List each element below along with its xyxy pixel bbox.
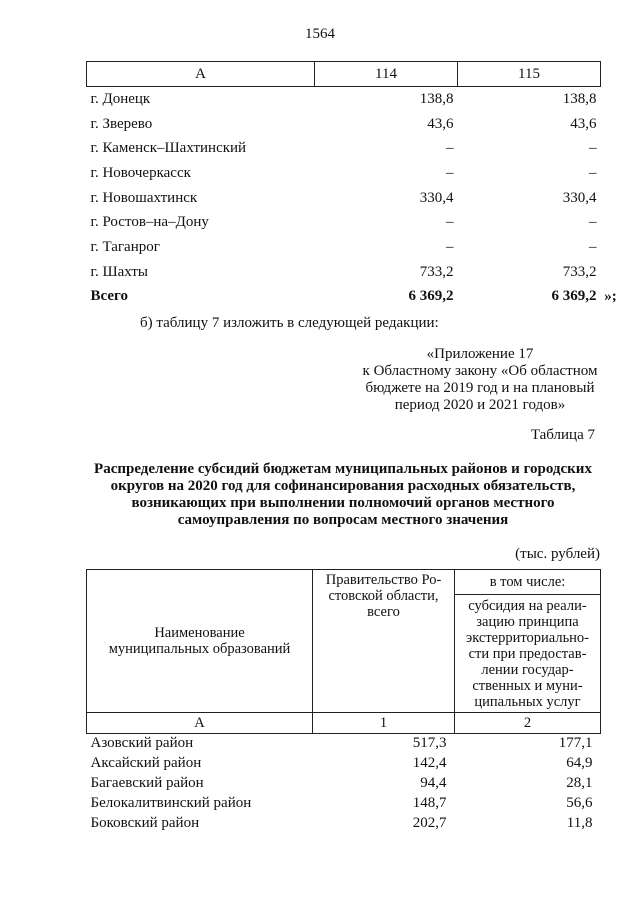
title-line: Распределение субсидий бюджетам муниципальных районов и городских — [94, 461, 592, 477]
total-value-115 — [458, 285, 617, 310]
appendix-line: к Областному закону «Об областном — [362, 363, 598, 379]
title-line: округов на 2020 год для софинансирования расходных обязательств, — [110, 478, 576, 494]
table-row — [87, 112, 601, 137]
closing-quote: »; — [600, 288, 617, 305]
table-row — [87, 210, 601, 235]
municipality-name: г. Ростов–на–Дону — [90, 214, 209, 231]
municipality-name: г. Шахты — [90, 263, 149, 280]
header-line: Наименование — [154, 625, 245, 641]
header-line: ципальных услуг — [474, 694, 581, 710]
municipality-name: г. Таганрог — [90, 238, 160, 255]
appendix-line: «Приложение 17 — [426, 346, 534, 362]
amendment-instruction: б) таблицу 7 изложить в следующей редакции: — [140, 315, 439, 331]
value-subsidy: 56,6 — [566, 794, 593, 811]
municipality-name: г. Донецк — [90, 90, 151, 107]
total-label: Всего — [90, 288, 128, 305]
header-line: лении государ- — [481, 662, 574, 678]
municipality-name: г. Зверево — [90, 115, 153, 132]
value-115: – — [589, 238, 597, 255]
municipality-name: г. Каменск–Шахтинский — [90, 140, 247, 157]
value-114: – — [446, 238, 454, 255]
value-114: – — [446, 214, 454, 231]
column-index: 2 — [455, 713, 601, 734]
table-6-continued — [86, 61, 617, 309]
value-total: 517,3 — [412, 735, 447, 752]
units-label: (тыс. рублей) — [515, 546, 600, 562]
municipality-name: г. Новошахтинск — [90, 189, 198, 206]
value-114: 330,4 — [419, 189, 454, 206]
header-line: всего — [367, 604, 400, 620]
value-total: 94,4 — [420, 774, 447, 791]
municipality-name: Азовский район — [90, 735, 194, 752]
title-line: самоуправления по вопросам местного значения — [177, 512, 509, 528]
table-row — [87, 734, 601, 754]
title-line: возникающих при выполнении полномочий органов местного — [131, 495, 555, 511]
value-subsidy: 64,9 — [566, 755, 593, 772]
value-115: – — [589, 214, 597, 231]
table-row — [87, 260, 601, 285]
value-total: 148,7 — [412, 794, 447, 811]
header-line: ственных и муни- — [472, 678, 583, 694]
table-header-row — [87, 62, 601, 87]
header-line: субсидия на реали- — [468, 598, 587, 614]
header-subsidy — [455, 595, 601, 713]
table-row — [87, 87, 601, 112]
header-municipality — [87, 570, 313, 713]
column-header: А — [87, 62, 315, 87]
value-114: – — [446, 140, 454, 157]
header-including: в том числе: — [455, 570, 601, 595]
table-row — [87, 813, 601, 833]
table-row — [87, 161, 601, 186]
appendix-reference — [330, 346, 630, 414]
table-row — [87, 774, 601, 794]
table-row — [87, 186, 601, 211]
value-subsidy: 177,1 — [558, 735, 593, 752]
page-number: 1564 — [305, 26, 335, 42]
municipality-name: Аксайский район — [90, 755, 202, 772]
value-subsidy: 28,1 — [566, 774, 593, 791]
value-115: – — [589, 140, 597, 157]
total-row — [87, 285, 601, 310]
municipality-name: Боковский район — [90, 814, 200, 831]
header-line: экстерриториально- — [465, 630, 590, 646]
column-index-row — [87, 713, 601, 734]
municipality-name: Багаевский район — [90, 774, 204, 791]
value-114: 138,8 — [419, 90, 454, 107]
header-line: зацию принципа — [476, 614, 579, 630]
table-row — [87, 136, 601, 161]
total-value-114: 6 369,2 — [408, 288, 454, 305]
table-label: Таблица 7 — [530, 427, 595, 443]
value-115: – — [589, 164, 597, 181]
value-115: 330,4 — [562, 189, 597, 206]
column-index: А — [87, 713, 313, 734]
header-line: сти при предостав- — [468, 646, 587, 662]
column-index: 1 — [313, 713, 455, 734]
value-total: 202,7 — [412, 814, 447, 831]
value-114: – — [446, 164, 454, 181]
municipality-name: Белокалитвинский район — [90, 794, 252, 811]
value-115: 733,2 — [562, 263, 597, 280]
table-row — [87, 235, 601, 260]
value-subsidy: 11,8 — [566, 814, 593, 831]
value-115: 43,6 — [570, 115, 597, 132]
table-header-row — [87, 570, 601, 595]
header-government-total — [313, 570, 455, 713]
column-header: 115 — [458, 62, 601, 87]
appendix-line: бюджете на 2019 год и на плановый — [365, 380, 595, 396]
municipality-name: г. Новочеркасск — [90, 164, 191, 181]
header-line: стовской области, — [328, 588, 439, 604]
value-115: 138,8 — [562, 90, 597, 107]
value-114: 43,6 — [427, 115, 454, 132]
value-114: 733,2 — [419, 263, 454, 280]
column-header: 114 — [315, 62, 458, 87]
table-row — [87, 754, 601, 774]
value-total: 142,4 — [412, 755, 447, 772]
header-line: муниципальных образований — [108, 641, 291, 657]
table-title — [86, 461, 600, 529]
table-row — [87, 793, 601, 813]
appendix-line: период 2020 и 2021 годов» — [394, 397, 566, 413]
total-value-115-text: 6 369,2 — [551, 288, 597, 305]
header-line: Правительство Ро- — [325, 572, 442, 588]
table-7 — [86, 569, 601, 833]
